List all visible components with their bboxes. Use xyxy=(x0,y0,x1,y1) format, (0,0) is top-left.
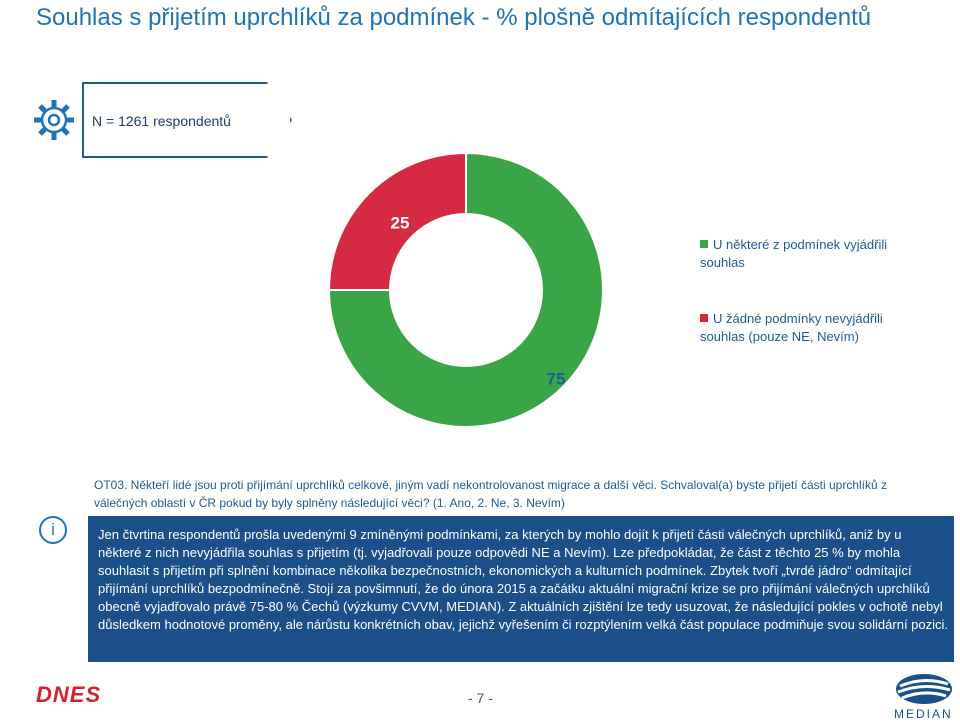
question-text: OT03. Někteří lidé jsou proti přijímání uprchlíků celkově, jiným vadí nekontrolovanost migrace a další věci. Schvaloval(a) byste přijetí části uprchlíků z válečných oblastí v ČR pokud by byly splněny následující věci? (1. Ano, 2. Ne, 3. Nevím) xyxy=(94,478,888,510)
legend-label-reject: U žádné podmínky nevyjádřili souhlas (pouze NE, Nevím) xyxy=(700,311,883,344)
page-title: Souhlas s přijetím uprchlíků za podmínek - % plošně odmítajících respondentů xyxy=(36,4,872,31)
data-label-accept: 75 xyxy=(546,369,566,389)
legend-swatch-reject xyxy=(700,314,708,322)
sample-size: N = 1261 respondentů xyxy=(92,113,231,129)
data-label-reject: 25 xyxy=(390,213,410,233)
page-number: - 7 - xyxy=(468,690,493,706)
dnes-logo: DNES xyxy=(36,682,102,707)
info-icon: i xyxy=(39,516,67,544)
info-text: Jen čtvrtina respondentů prošla uvedenými 9 zmíněnými podmínkami, za kterých by mohlo dojít k přijetí části válečných uprchlíků, aniž by u některé z nich nevyjádřila souhlas s přijetím (tj. vyjadřovali pouze odpovědi NE a Nevím). Lze předpokládat, že část z těchto 25 % by mohla souhlasit s přijetím při splnění kombinace několika bezpečnostních, ekonomických a kulturních podmínek. Zbytek tvoří „tvrdé jádro“ odmítající přijímání uprchlíků bezpodmínečně. Stojí za povšimnutí, že do února 2015 a začátku aktuální migrační krize se pro přijímání válečných uprchlíků obecně vyjadřovalo právě 75-80 % Čechů (výzkumy CVVM, MEDIAN). Z aktuálních zjištění lze tedy usuzovat, že následující pokles v ochotě nebyl důsledkem hodnotové proměny, ale nárůstu konkrétních obav, jejichž vyřešením či rozptýlením velká část populace podmiňuje svou solidární pozici. xyxy=(98,527,949,632)
legend-swatch-accept xyxy=(700,240,708,248)
legend-label-accept: U některé z podmínek vyjádřili souhlas xyxy=(700,237,888,270)
legend-item-accept xyxy=(700,236,900,272)
legend-item-reject xyxy=(700,310,900,346)
median-logo-text: MEDIAN xyxy=(894,707,953,721)
median-logo-icon xyxy=(894,672,954,706)
